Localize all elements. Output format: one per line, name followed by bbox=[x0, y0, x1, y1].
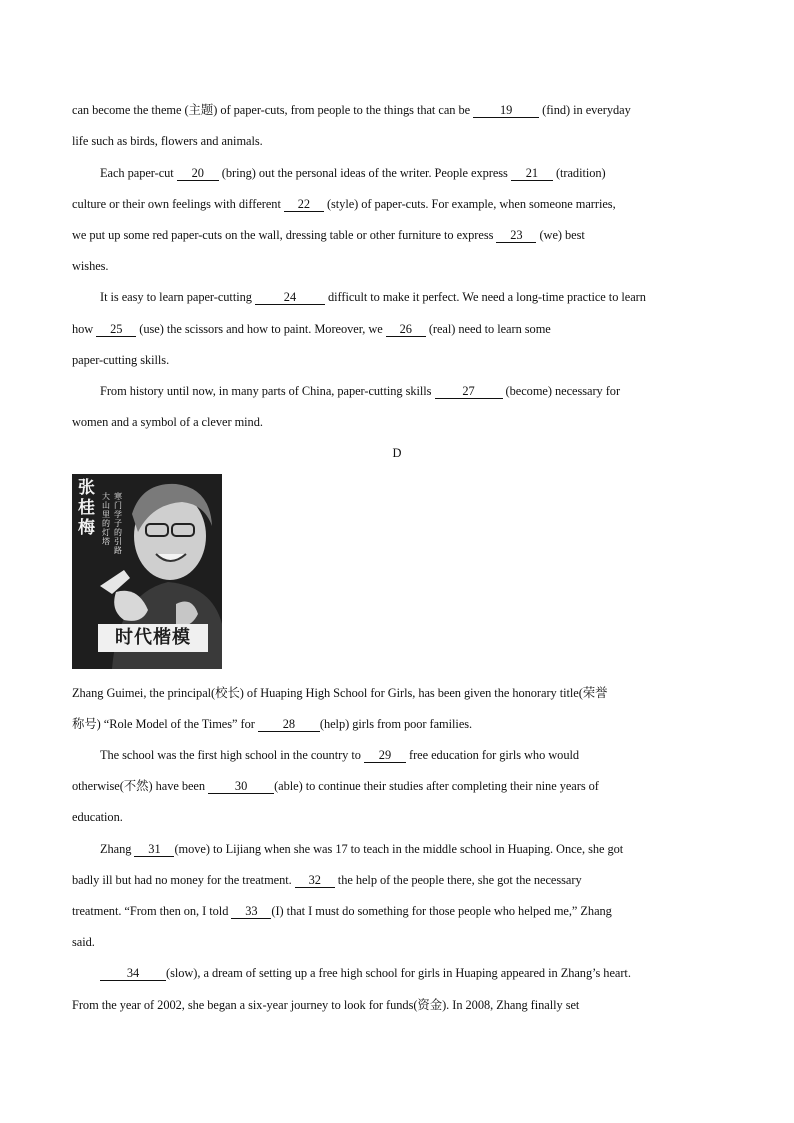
text-run: otherwise(不然) have been bbox=[72, 779, 209, 793]
photo-banner: 时代楷模 bbox=[98, 624, 208, 652]
blank-32: 32 bbox=[295, 873, 335, 888]
text-run: can become the theme (主题) of paper-cuts, from people to the things that can be bbox=[72, 103, 474, 117]
text-run: (able) to continue their studies after completing their nine years of bbox=[274, 779, 599, 793]
text-run: (tradition) bbox=[552, 166, 606, 180]
text-line: women and a symbol of a clever mind. bbox=[72, 415, 263, 429]
text-line bbox=[100, 747, 726, 763]
text-run: (move) to Lijiang when she was 17 to teach in the middle school in Huaping. Once, she got bbox=[174, 842, 624, 856]
blank-19: 19 bbox=[473, 103, 539, 118]
text-line: education. bbox=[72, 810, 123, 824]
text-line: From the year of 2002, she began a six-year journey to look for funds(资金). In 2008, Zhang finally set bbox=[72, 998, 580, 1012]
text-run: 称号) “Role Model of the Times” for bbox=[72, 717, 258, 731]
caption-column-1: 大山里的灯塔 bbox=[102, 492, 110, 546]
text-line bbox=[72, 778, 726, 794]
text-run: (bring) out the personal ideas of the writer. People express bbox=[218, 166, 511, 180]
text-line bbox=[72, 872, 726, 888]
text-run: Each paper-cut bbox=[100, 166, 177, 180]
text-line bbox=[72, 196, 726, 212]
text-run: (I) that I must do something for those people who helped me,” Zhang bbox=[271, 904, 612, 918]
caption-column-2: 寒门学子的引路 bbox=[114, 492, 122, 555]
text-run: It is easy to learn paper-cutting bbox=[100, 290, 255, 304]
blank-33: 33 bbox=[231, 904, 271, 919]
blank-24: 24 bbox=[255, 290, 325, 305]
text-run: (help) girls from poor families. bbox=[319, 717, 473, 731]
text-line bbox=[72, 903, 726, 919]
text-run: (we) best bbox=[536, 228, 585, 242]
blank-21: 21 bbox=[511, 166, 553, 181]
blank-23: 23 bbox=[496, 228, 536, 243]
text-line bbox=[100, 383, 726, 399]
text-line bbox=[72, 716, 726, 732]
blank-27: 27 bbox=[435, 384, 503, 399]
text-run: (find) in everyday bbox=[539, 103, 631, 117]
text-run: From history until now, in many parts of China, paper-cutting skills bbox=[100, 384, 435, 398]
text-run: we put up some red paper-cuts on the wall, dressing table or other furniture to express bbox=[72, 228, 497, 242]
blank-25: 25 bbox=[96, 322, 136, 337]
text-line: Zhang Guimei, the principal(校长) of Huaping High School for Girls, has been given the honorary title(荣誉 bbox=[72, 686, 608, 700]
text-run: treatment. “From then on, I told bbox=[72, 904, 232, 918]
text-run: badly ill but had no money for the treatment. bbox=[72, 873, 295, 887]
text-line bbox=[100, 841, 726, 857]
text-run: culture or their own feelings with different bbox=[72, 197, 284, 211]
text-line: paper-cutting skills. bbox=[72, 353, 170, 367]
text-line bbox=[72, 102, 726, 118]
text-line: said. bbox=[72, 935, 95, 949]
text-run: free education for girls who would bbox=[405, 748, 579, 762]
text-run: the help of the people there, she got the necessary bbox=[334, 873, 582, 887]
text-run: (use) the scissors and how to paint. Moreover, we bbox=[136, 322, 386, 336]
text-line: life such as birds, flowers and animals. bbox=[72, 134, 263, 148]
text-line bbox=[100, 965, 726, 981]
portrait-photo bbox=[72, 474, 222, 669]
section-heading: D bbox=[392, 446, 402, 460]
text-line bbox=[72, 227, 726, 243]
text-run: (real) need to learn some bbox=[425, 322, 551, 336]
blank-26: 26 bbox=[386, 322, 426, 337]
text-line: wishes. bbox=[72, 259, 109, 273]
blank-22: 22 bbox=[284, 197, 324, 212]
text-run: (style) of paper-cuts. For example, when someone marries, bbox=[323, 197, 616, 211]
text-run: Zhang bbox=[100, 842, 135, 856]
blank-20: 20 bbox=[177, 166, 219, 181]
text-run: The school was the first high school in the country to bbox=[100, 748, 364, 762]
text-line bbox=[100, 289, 726, 305]
text-run: (slow), a dream of setting up a free high school for girls in Huaping appeared in Zhang’s heart. bbox=[166, 966, 631, 980]
blank-29: 29 bbox=[364, 748, 406, 763]
blank-34: 34 bbox=[100, 966, 166, 981]
text-run: (become) necessary for bbox=[502, 384, 621, 398]
text-run: difficult to make it perfect. We need a long-time practice to learn bbox=[324, 290, 646, 304]
name-vertical-text: 张桂梅 bbox=[78, 478, 95, 538]
text-run: how bbox=[72, 322, 97, 336]
text-line bbox=[72, 321, 726, 337]
text-line bbox=[100, 165, 726, 181]
blank-31: 31 bbox=[134, 842, 174, 857]
blank-30: 30 bbox=[208, 779, 274, 794]
blank-28: 28 bbox=[258, 717, 320, 732]
